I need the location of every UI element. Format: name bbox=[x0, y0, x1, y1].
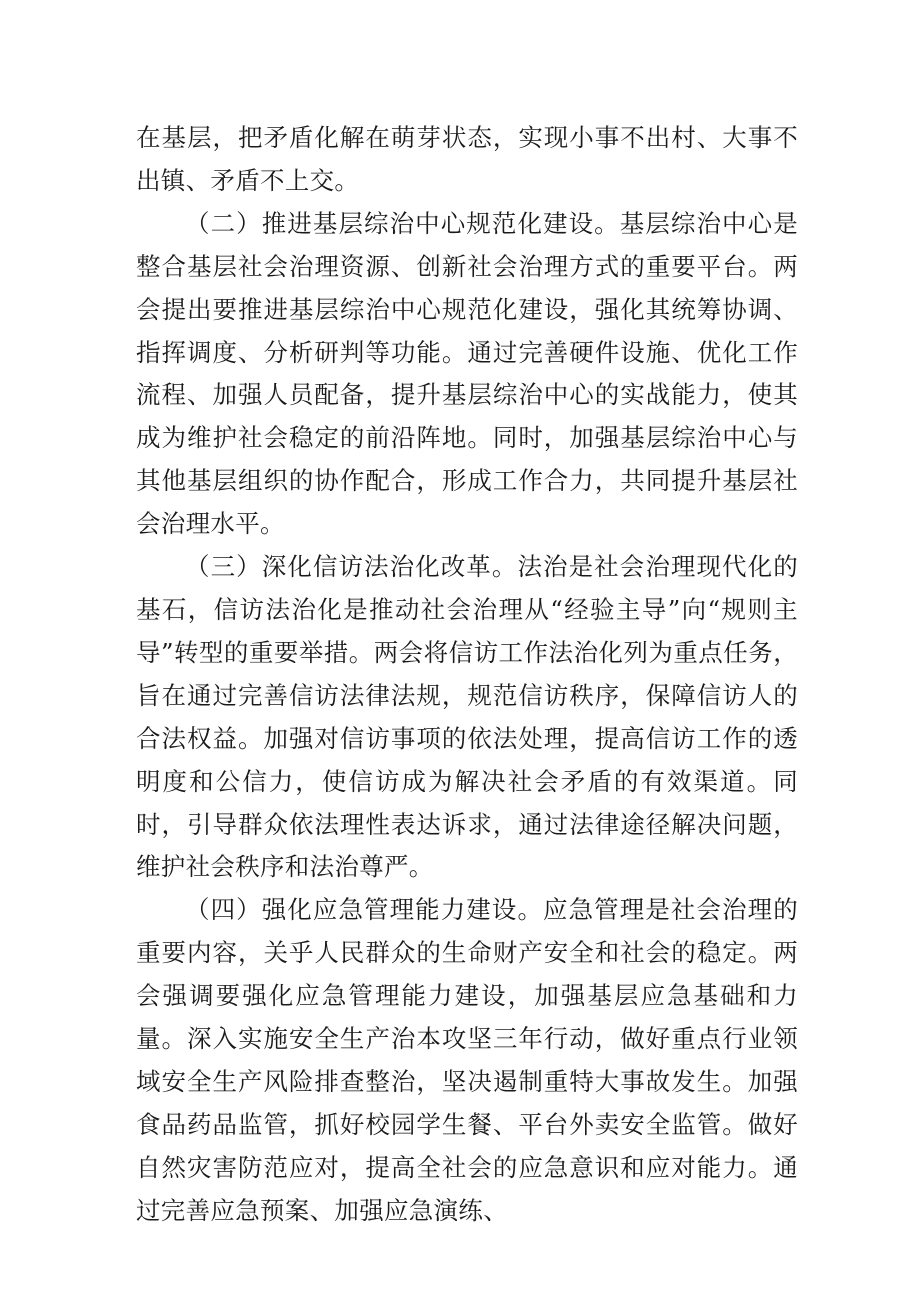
paragraph-section-3: （三）深化信访法治化改革。法治是社会治理现代化的基石，信访法治化是推动社会治理从“经验主导”向“规则主导”转型的重要举措。两会将信访工作法治化列为重点任务，旨在通过完善信访法律法规，规范信访秩序，保障信访人的合法权益。加强对信访事项的依法处理，提高信访工作的透明度和公信力，使信访成为解决社会矛盾的有效渠道。同时，引导群众依法理性表达诉求，通过法律途径解决问题，维护社会秩序和法治尊严。 bbox=[136, 552, 798, 882]
document-body bbox=[136, 117, 798, 1233]
paragraph-continuation: 在基层，把矛盾化解在萌芽状态，实现小事不出村、大事不出镇、矛盾不上交。 bbox=[136, 123, 798, 195]
paragraph-section-4: （四）强化应急管理能力建设。应急管理是社会治理的重要内容，关乎人民群众的生命财产安全和社会的稳定。两会强调要强化应急管理能力建设，加强基层应急基础和力量。深入实施安全生产治本攻坚三年行动，做好重点行业领域安全生产风险排查整治，坚决遏制重特大事故发生。加强食品药品监管，抓好校园学生餐、平台外卖安全监管。做好自然灾害防范应对，提高全社会的应急意识和应对能力。通过完善应急预案、加强应急演练、 bbox=[136, 895, 798, 1225]
paragraph-section-2: （二）推进基层综治中心规范化建设。基层综治中心是整合基层社会治理资源、创新社会治理方式的重要平台。两会提出要推进基层综治中心规范化建设，强化其统筹协调、指挥调度、分析研判等功能。通过完善硬件设施、优化工作流程、加强人员配备，提升基层综治中心的实战能力，使其成为维护社会稳定的前沿阵地。同时，加强基层综治中心与其他基层组织的协作配合，形成工作合力，共同提升基层社会治理水平。 bbox=[136, 208, 798, 539]
